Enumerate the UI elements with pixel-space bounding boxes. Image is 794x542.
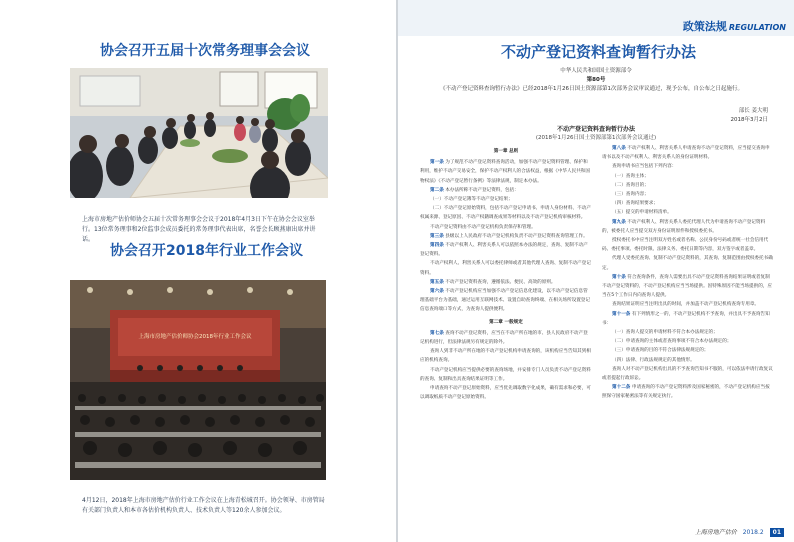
article-8-item-3: （三）查询内容； xyxy=(612,192,649,198)
headline-standing-committee: 协会召开五届十次常务理事会会议 xyxy=(100,43,310,59)
article-7-tail-2: 不动产登记机构应当提供必要的查询场地，并安排专门人员负责不动产登记资料的查询、复制和出具查询结果证明等工作。 xyxy=(420,367,591,382)
article-9: 第九条 不动产权利人、利害关系人委托代理人代为申请查询不动产登记资料的，被委托人应当提交双方身份证明原件和授权委托书。 xyxy=(602,219,766,234)
article-5: 第五条 不动产登记资料查询，遵循依法、便民、高效的原则。 xyxy=(430,279,556,285)
caption-industry-conference: 4月12日，2018年上海市房地产估价行业工作会议在上海青松城召开。协会领导、市房管局有关部门负责人和本市各估价机构负责人、技术负责人等120余人参加会议。 xyxy=(82,497,325,514)
document-subtitle: (2018年1月26日国土资源部第1次部务会议通过) xyxy=(535,135,657,141)
section-tag-zh: 政策法规 xyxy=(682,20,727,33)
caption-standing-committee: 上海市房地产估价师协会五届十次常务理事会会议于2018年4月3日下午在协会会议室举行。13位常务理事和2位监事会成员委托的常务理事代表出席，名誉会长顾燕康出席并讲话。 xyxy=(82,216,316,243)
article-11-item-3: （三）申请查询的目的不符合法律法规规定的； xyxy=(612,348,709,354)
article-11-item-1: （一）查询人提交的申请材料不符合本办法规定的； xyxy=(612,330,718,336)
article-3: 第三条 县级以上人民政府不动产登记机构负责不动产登记资料查询管理工作。 xyxy=(430,233,588,239)
article-9-tail: 授权委托书中应当注明双方姓名或者名称、公民身份号码或者统一社会信用代码、委托事项、委托时限、法律义务、委托日期等内容，双方签字或者盖章。 xyxy=(602,238,769,253)
article-8-item-2: （二）查询目的； xyxy=(612,182,649,188)
sign-date: 2018年3月2日 xyxy=(730,117,768,123)
chapter-2-title: 第二章 一般规定 xyxy=(489,319,523,325)
article-6: 第六条 不动产登记机构应当加强不动产登记信息化建设，以不动产登记信息管理基础平台为基础，通过运用互联网技术、设置自助查询终端、在相关场所设置登记信息查询端口等方式，为查询人提供便利。 xyxy=(420,289,590,313)
page-number: 01 xyxy=(770,528,784,537)
article-9-tail-2: 代理人受委托查询、复制不动产登记资料的，其查询、复制范围由授权委托书确定。 xyxy=(602,256,773,271)
article-1: 第一条 为了规范不动产登记资料查询活动，加强不动产登记资料管理、保护和利用，维护不动产交易安全，保护不动产权利人的合法权益，根据《中华人民共和国物权法》《不动产登记暂行条例》等法律法规，制定本办法。 xyxy=(420,160,590,184)
article-4: 第四条 不动产权利人、利害关系人可以依照本办法的规定，查询、复制不动产登记资料。 xyxy=(420,243,588,258)
headline-industry-conference: 协会召开2018年行业工作会议 xyxy=(110,243,303,259)
stage-banner-text: 上海市房地产估价师协会2018年行业工作会议 xyxy=(138,334,252,340)
photo-standing-committee-meeting xyxy=(70,68,328,198)
article-8-item-4: （四）查询结果要求； xyxy=(612,201,658,207)
text-column-left xyxy=(420,144,592,402)
section-tag-en: REGULATION xyxy=(728,23,786,32)
text-column-right xyxy=(602,144,774,402)
regulation-headline: 不动产登记资料查询暂行办法 xyxy=(501,43,697,61)
article-11-tail: 查询人对不动产登记机构出具的不予查询告知书不服的，可以依法申请行政复议或者提起行政诉讼。 xyxy=(602,366,773,382)
section-tag xyxy=(683,18,786,34)
article-2: 第二条 本办法所称不动产登记资料，包括： xyxy=(430,187,519,193)
article-8-item-1: （一）查询主体； xyxy=(612,173,649,179)
article-11: 第十一条 有下列情形之一的，不动产登记机构不予查询，并出具不予查询告知书： xyxy=(602,311,770,326)
chapter-1-title: 第一章 总则 xyxy=(493,149,519,154)
article-7: 第七条 查询不动产登记资料，应当在不动产所在地的市、县人民政府不动产登记机构进行，但法律法规另有规定的除外。 xyxy=(420,330,588,346)
left-page xyxy=(0,0,396,542)
intro-paragraph: 《不动产登记资料查询暂行办法》已经2018年1月26日国土资源部第1次部务会议审议通过，现予公布，自公布之日起施行。 xyxy=(440,86,743,92)
article-2-item-2: （二）不动产登记原始资料，包括不动产登记申请书、申请人身份材料、不动产权属来源、登记原因、不动产权籍调查成果等材料以及不动产登记机构审核材料。 xyxy=(420,206,591,221)
order-number: 第80号 xyxy=(586,77,606,83)
article-2-tail: 不动产登记资料由不动产登记机构负责保存和管理。 xyxy=(430,224,536,230)
article-8: 第八条 不动产权利人、利害关系人申请查询不动产登记资料，应当提交查询申请书以及不动产权利人、利害关系人的身份证明材料。 xyxy=(602,146,770,161)
document-title: 不动产登记资料查询暂行办法 xyxy=(556,126,635,133)
page-footer xyxy=(695,527,784,537)
article-7-tail-3: 申请查询不动产登记原始资料，应当优先调取数字化成果，确有需求和必要，可以调取纸质不动产登记原始资料。 xyxy=(420,386,591,401)
article-8-tail: 查询申请书应当包括下列内容： xyxy=(612,164,677,170)
article-7-tail: 查询人到非不动产所在地的不动产登记机构申请查询的，该机构应当告知其到相应的机构查询。 xyxy=(420,349,591,364)
article-11-item-4: （四）法律、行政法规规定的其他情形。 xyxy=(612,357,695,363)
right-page xyxy=(398,0,794,542)
article-11-item-2: （二）申请查询的主体或者查询事项不符合本办法规定的； xyxy=(612,339,732,345)
article-10-tail: 查询结果证明应当注明出具的时间，并加盖不动产登记机构查询专用章。 xyxy=(612,302,760,308)
article-2-item-1: （一）不动产登记簿等不动产登记结果； xyxy=(430,197,513,203)
issue-label: 2018.2 xyxy=(742,529,764,536)
magazine-brand: 上海房地产估价 xyxy=(694,529,737,536)
article-12: 第十二条 申请查询的不动产登记资料涉及国家秘密的，不动产登记机构应当按照保守国家秘密法等有关规定执行。 xyxy=(602,385,770,400)
article-8-item-5: （五）提交的申请材料清单。 xyxy=(612,210,672,216)
issuer: 中华人民共和国国土资源部令 xyxy=(560,68,632,74)
signature: 部长 姜大明 xyxy=(738,108,768,114)
article-4-tail: 不动产权利人、利害关系人可以委托律师或者其他代理人查询、复制不动产登记资料。 xyxy=(420,261,591,276)
photo-industry-conference xyxy=(70,280,326,480)
article-10: 第十条 符合查询条件，查询人需要出具不动产登记资料查询结果证明或者复制不动产登记资料的，不动产登记机构应当当场提供。因特殊原因不能当场提供的，应当在5个工作日内向查询人提供。 xyxy=(602,274,772,299)
